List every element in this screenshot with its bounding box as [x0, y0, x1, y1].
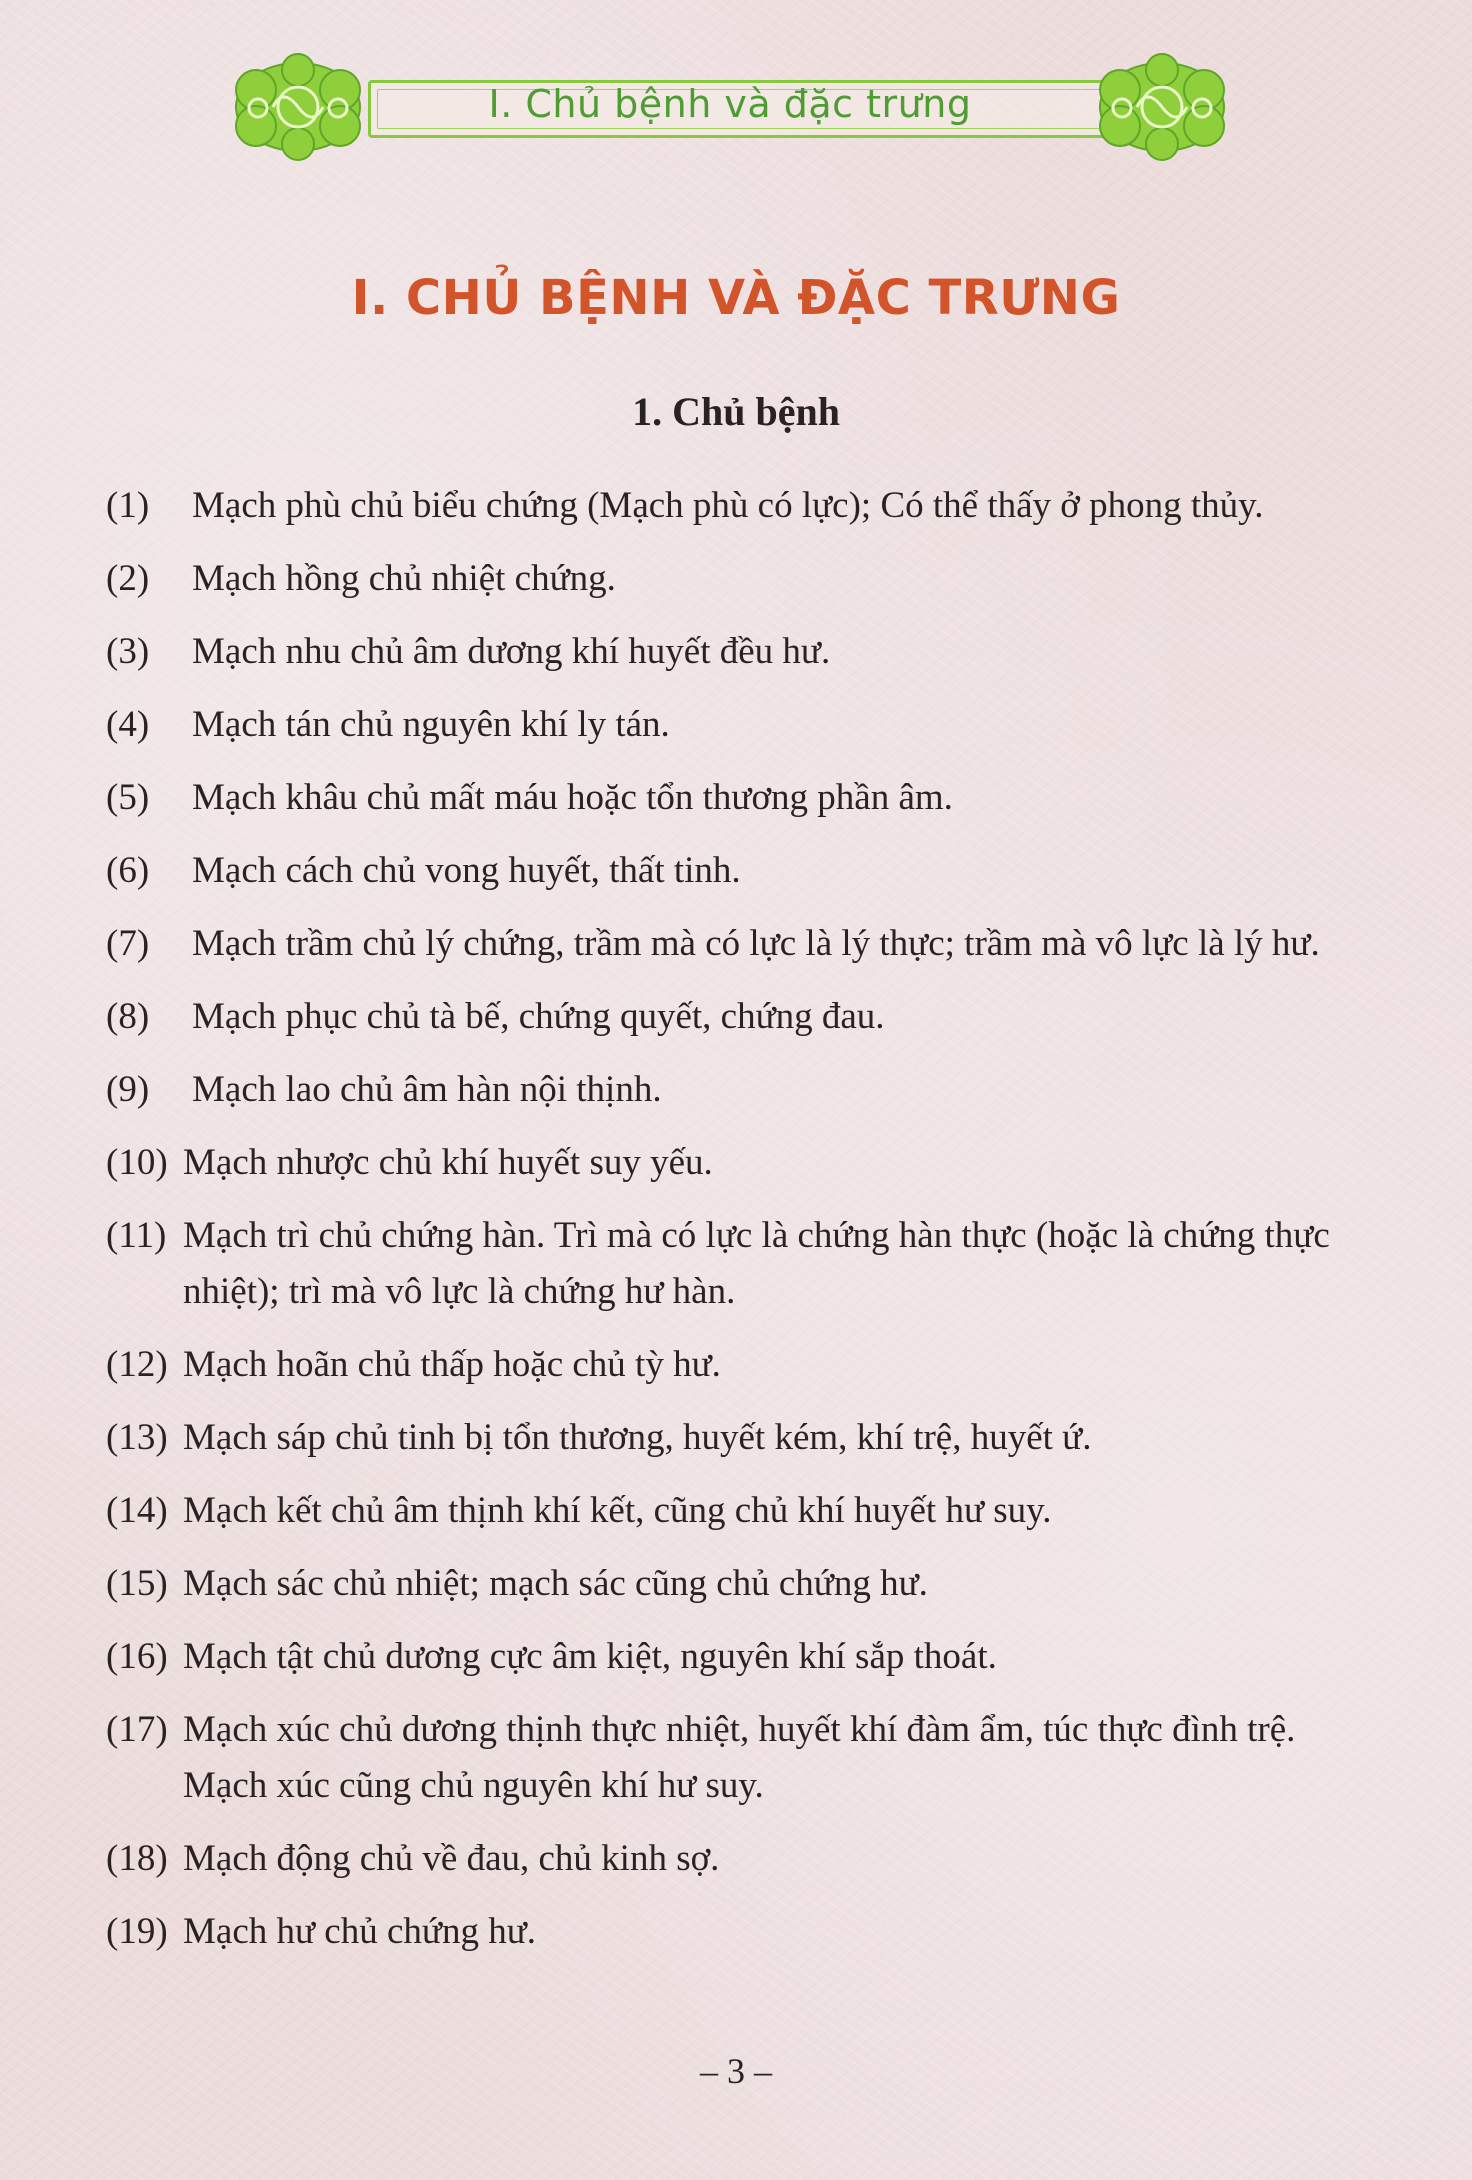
- item-number: (7): [106, 923, 150, 964]
- item-text: Mạch hoãn chủ thấp hoặc chủ tỳ hư.: [183, 1344, 721, 1385]
- item-number: (13): [106, 1417, 168, 1458]
- item-number: (9): [106, 1069, 150, 1110]
- item-text: Mạch hư chủ chứng hư.: [183, 1911, 536, 1952]
- item-text: Mạch phục chủ tà bế, chứng quyết, chứng đau.: [192, 996, 885, 1037]
- item-number: (11): [106, 1215, 167, 1256]
- chapter-banner: [218, 52, 1242, 162]
- item-text: Mạch xúc chủ dương thịnh thực nhiệt, huyết khí đàm ẩm, túc thực đình trệ. Mạch xúc cũng chủ nguyên khí hư suy.: [183, 1709, 1296, 1806]
- item-text: Mạch hồng chủ nhiệt chứng.: [192, 558, 616, 599]
- list-item: [106, 843, 1356, 899]
- item-text: Mạch sáp chủ tinh bị tổn thương, huyết kém, khí trệ, huyết ứ.: [183, 1417, 1092, 1458]
- item-number: (4): [106, 704, 150, 745]
- list-item: [106, 1483, 1356, 1539]
- list-item: [106, 1831, 1356, 1887]
- list-item: [106, 1556, 1356, 1612]
- list-item: [106, 1629, 1356, 1685]
- item-number: (8): [106, 996, 150, 1037]
- item-text: Mạch cách chủ vong huyết, thất tinh.: [192, 850, 741, 891]
- list-item: [106, 1062, 1356, 1118]
- item-number: (14): [106, 1490, 168, 1531]
- item-number: (19): [106, 1911, 168, 1952]
- floral-ornament-right-icon: [1082, 52, 1242, 162]
- item-number: (12): [106, 1344, 168, 1385]
- item-text: Mạch phù chủ biểu chứng (Mạch phù có lực); Có thể thấy ở phong thủy.: [192, 485, 1264, 526]
- list-item: [106, 1208, 1356, 1320]
- page-number: – 3 –: [700, 2051, 772, 2091]
- item-text: Mạch nhược chủ khí huyết suy yếu.: [183, 1142, 713, 1183]
- list-item: [106, 1702, 1356, 1814]
- item-text: Mạch tật chủ dương cực âm kiệt, nguyên khí sắp thoát.: [183, 1636, 997, 1677]
- item-number: (16): [106, 1636, 168, 1677]
- item-text: Mạch lao chủ âm hàn nội thịnh.: [192, 1069, 662, 1110]
- item-number: (15): [106, 1563, 168, 1604]
- banner-title: I. Chủ bệnh và đặc trưng: [488, 82, 972, 126]
- list-item: [106, 770, 1356, 826]
- list-item: [106, 478, 1356, 534]
- item-number: (1): [106, 485, 150, 526]
- pulse-list: [106, 478, 1356, 1977]
- item-text: Mạch nhu chủ âm dương khí huyết đều hư.: [192, 631, 831, 672]
- item-number: (3): [106, 631, 150, 672]
- item-number: (6): [106, 850, 150, 891]
- item-number: (2): [106, 558, 150, 599]
- list-item: [106, 916, 1356, 972]
- section-title: I. CHỦ BỆNH VÀ ĐẶC TRƯNG: [351, 270, 1121, 326]
- list-item: [106, 989, 1356, 1045]
- item-number: (17): [106, 1709, 168, 1750]
- list-item: [106, 1904, 1356, 1960]
- list-item: [106, 697, 1356, 753]
- item-text: Mạch tán chủ nguyên khí ly tán.: [192, 704, 670, 745]
- list-item: [106, 1410, 1356, 1466]
- item-text: Mạch khâu chủ mất máu hoặc tổn thương phần âm.: [192, 777, 953, 818]
- list-item: [106, 1135, 1356, 1191]
- item-text: Mạch trì chủ chứng hàn. Trì mà có lực là chứng hàn thực (hoặc là chứng thực nhiệt); trì mà vô lực là chứng hư hàn.: [183, 1215, 1330, 1312]
- item-number: (5): [106, 777, 150, 818]
- item-number: (18): [106, 1838, 168, 1879]
- subsection-title: 1. Chủ bệnh: [632, 389, 840, 434]
- list-item: [106, 551, 1356, 607]
- item-number: (10): [106, 1142, 168, 1183]
- item-text: Mạch kết chủ âm thịnh khí kết, cũng chủ khí huyết hư suy.: [183, 1490, 1052, 1531]
- list-item: [106, 1337, 1356, 1393]
- list-item: [106, 624, 1356, 680]
- item-text: Mạch trầm chủ lý chứng, trầm mà có lực là lý thực; trầm mà vô lực là lý hư.: [192, 923, 1320, 964]
- item-text: Mạch sác chủ nhiệt; mạch sác cũng chủ chứng hư.: [183, 1563, 928, 1604]
- item-text: Mạch động chủ về đau, chủ kinh sợ.: [183, 1838, 720, 1879]
